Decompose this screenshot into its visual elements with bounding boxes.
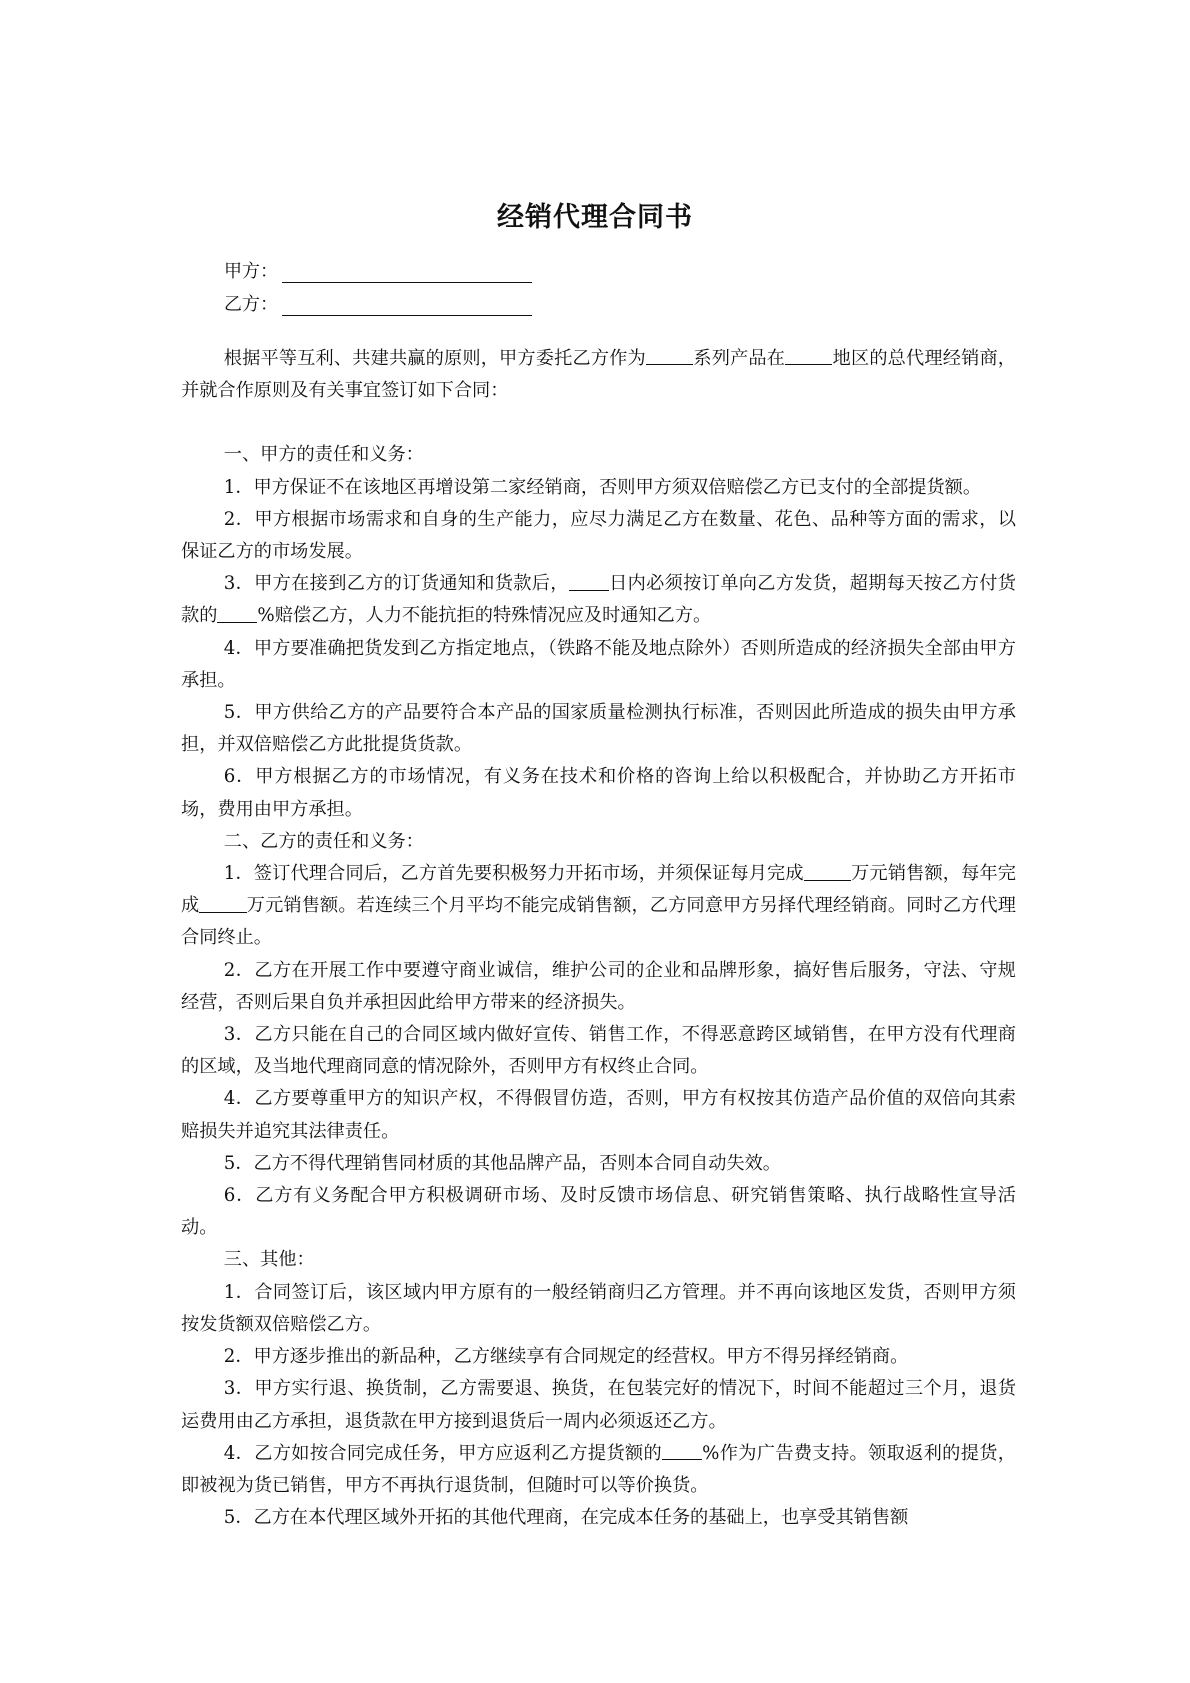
party-b-label: 乙方： [224,294,278,315]
delivery-days-blank [569,571,609,590]
section-1-item-4: 4．甲方要准确把货发到乙方指定地点，（铁路不能及地点除外）否则所造成的经济损失全部由甲方承担。 [181,637,1016,691]
section-2-item-2: 2．乙方在开展工作中要遵守商业诚信，维护公司的企业和品牌形象，搞好售后服务，守法、守规经营，否则后果自负并承担因此给甲方带来的经济损失。 [181,959,1016,1013]
yearly-sales-blank [199,894,246,913]
section-3-item-3: 3．甲方实行退、换货制，乙方需要退、换货，在包装完好的情况下，时间不能超过三个月，退货运费用由乙方承担，退货款在甲方接到退货后一周内必须返还乙方。 [181,1378,1016,1432]
section-2-item-3: 3．乙方只能在自己的合同区域内做好宣传、销售工作，不得恶意跨区域销售，在甲方没有代理商的区域，及当地代理商同意的情况除外，否则甲方有权终止合同。 [181,1024,1016,1078]
rebate-percent-blank [662,1441,702,1460]
section-3-item-1: 1．合同签订后，该区域内甲方原有的一般经销商归乙方管理。并不再向该地区发货，否则甲方须按发货额双倍赔偿乙方。 [181,1281,1016,1335]
intro-paragraph [181,343,1016,407]
party-a-label: 甲方： [224,261,278,282]
s1-item3-text-a: 3．甲方在接到乙方的订货通知和货款后， [223,573,569,595]
party-a-line [224,250,532,283]
s2-item1-text-b: 万元销售额，每年完成 [181,863,1016,917]
section-1-item-5: 5．甲方供给乙方的产品要符合本产品的国家质量检测执行标准，否则因此所造成的损失由甲方承担，并双倍赔偿乙方此批提货货款。 [181,702,1016,756]
section-3-heading: 三、其他： [223,1249,315,1271]
s2-item1-text-c: 万元销售额。若连续三个月平均不能完成销售额，乙方同意甲方另择代理经销商。同时乙方代理合同终止。 [181,895,1016,949]
penalty-percent-blank [217,604,257,623]
intro-text-3: 地区的总代理经销商，并就合作原则及有关事宜签订如下合同： [181,348,1016,402]
section-2-item-6: 6．乙方有义务配合甲方积极调研市场、及时反馈市场信息、研究销售策略、执行战略性宣导活动。 [181,1185,1016,1239]
section-3-item-2: 2．甲方逐步推出的新品种，乙方继续享有合同规定的经营权。甲方不得另择经销商。 [223,1346,909,1368]
section-3-item-5: 5．乙方在本代理区域外开拓的其他代理商，在完成本任务的基础上，也享受其销售额 [223,1507,909,1529]
party-a-blank [282,260,532,283]
region-blank [785,346,832,365]
s1-item3-text-b: 日内必须按订单向乙方发货，超期每天按乙方付货款的 [181,573,1016,627]
section-1-item-3 [181,568,1016,632]
section-1-heading: 一、甲方的责任和义务： [223,444,424,466]
intro-text-1: 根据平等互利、共建共赢的原则，甲方委托乙方作为 [223,348,646,369]
product-series-blank [646,346,693,365]
party-b-line [224,283,532,316]
s1-item3-text-c: %赔偿乙方，人力不能抗拒的特殊情况应及时通知乙方。 [257,605,712,627]
s3-item4-text-a: 4．乙方如按合同完成任务，甲方应返利乙方提货额的 [223,1442,663,1464]
section-1-item-2: 2．甲方根据市场需求和自身的生产能力，应尽力满足乙方在数量、花色、品种等方面的需求，以保证乙方的市场发展。 [181,508,1016,563]
s3-item4-text-b: %作为广告费支持。领取返利的提货，即被视为货已销售，甲方不再执行退货制，但随时可以等价换货。 [181,1442,1016,1496]
s2-item1-text-a: 1．签订代理合同后，乙方首先要积极努力开拓市场，并须保证每月完成 [223,863,804,885]
contract-body [181,343,1016,1534]
spacer [181,407,1016,439]
section-2-heading: 二、乙方的责任和义务： [223,830,424,852]
section-1-item-1: 1．甲方保证不在该地区再增设第二家经销商，否则甲方须双倍赔偿乙方已支付的全部提货额。 [223,476,982,498]
section-2-item-4: 4．乙方要尊重甲方的知识产权，不得假冒仿造，否则，甲方有权按其仿造产品价值的双倍向其索赔损失并追究其法律责任。 [181,1088,1016,1142]
document-title: 经销代理合同书 [497,202,693,233]
section-1-item-6: 6．甲方根据乙方的市场情况，有义务在技术和价格的咨询上给以积极配合，并协助乙方开拓市场，费用由甲方承担。 [181,766,1016,820]
intro-text-2: 系列产品在 [693,348,786,369]
monthly-sales-blank [804,861,851,880]
party-b-blank [282,293,532,316]
section-2-item-1 [181,858,1016,955]
party-fields [224,250,532,316]
section-2-item-5: 5．乙方不得代理销售同材质的其他品牌产品，否则本合同自动失效。 [223,1152,781,1174]
section-3-item-4 [181,1438,1016,1502]
